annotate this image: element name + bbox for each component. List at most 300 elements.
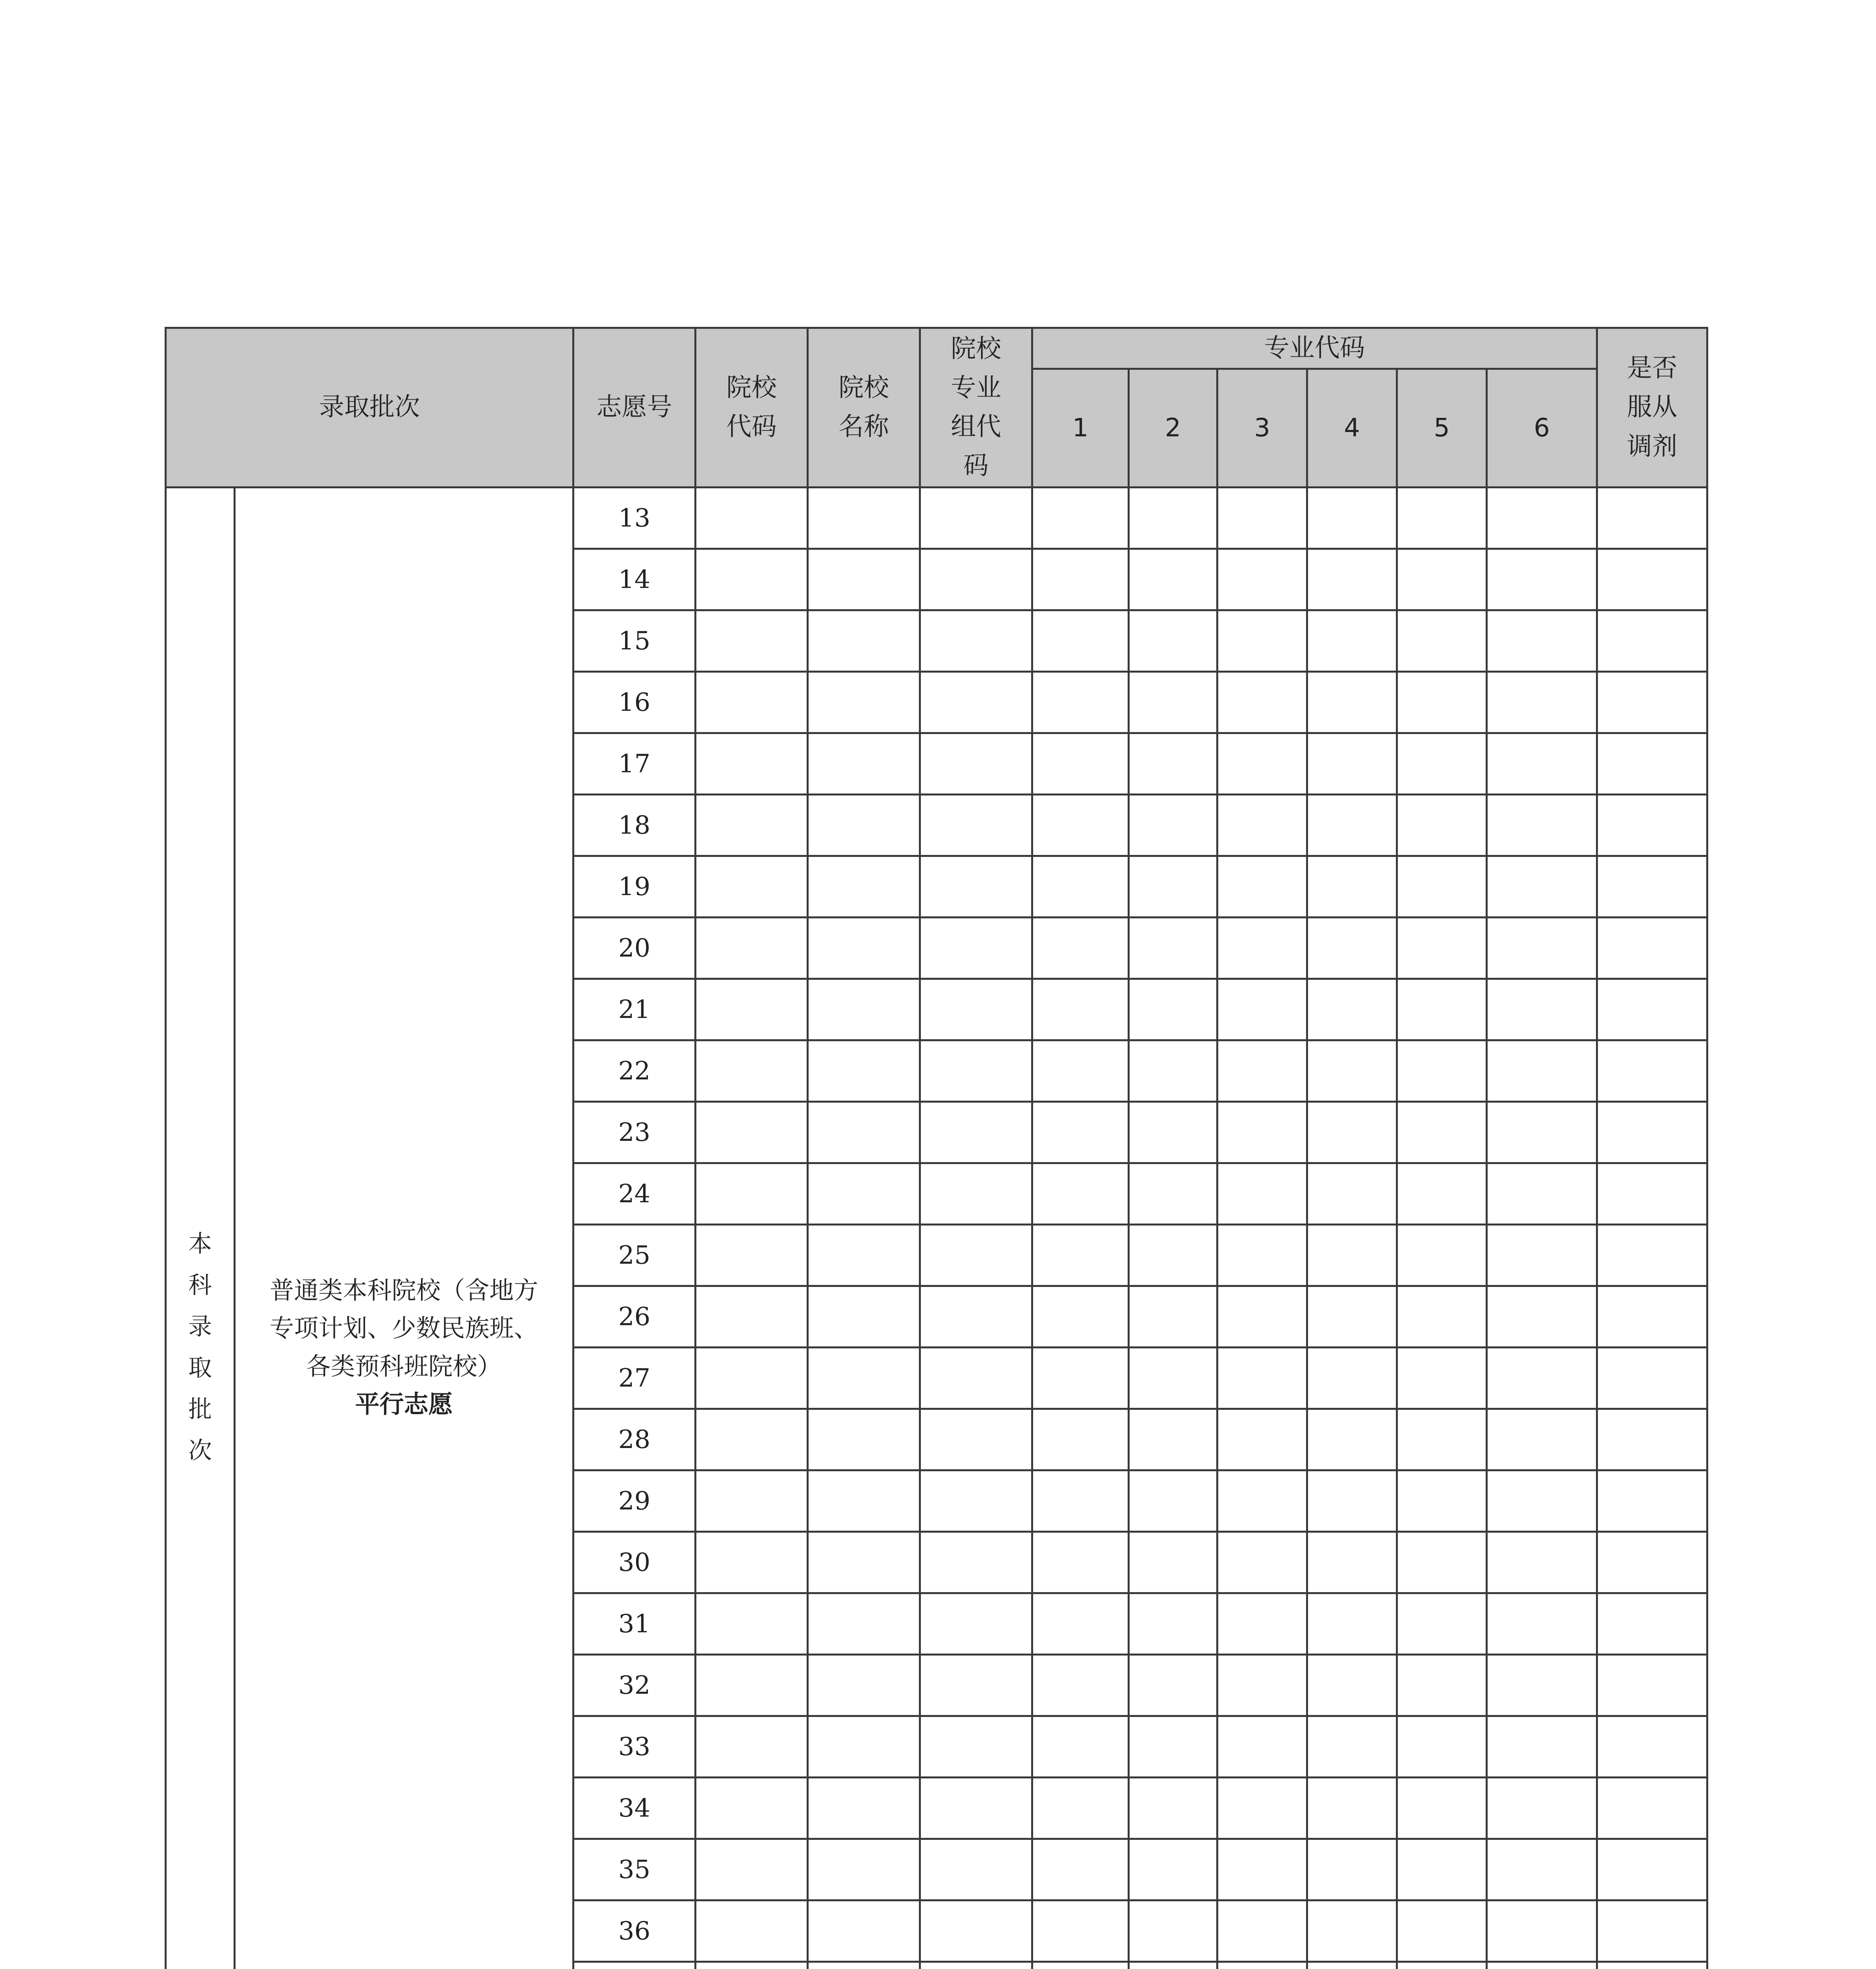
major-code-5-field[interactable] xyxy=(1397,1593,1487,1655)
wish-number: 21 xyxy=(573,979,696,1040)
major-code-4-field[interactable] xyxy=(1307,672,1397,733)
major-code-4-field[interactable] xyxy=(1307,488,1397,549)
major-code-4-field[interactable] xyxy=(1307,1225,1397,1286)
group-code-field[interactable] xyxy=(920,672,1032,733)
school-name-field[interactable] xyxy=(808,1163,920,1225)
major-code-1-field[interactable] xyxy=(1032,610,1129,672)
major-code-2-field[interactable] xyxy=(1129,1716,1217,1778)
header-group-code xyxy=(920,328,1032,488)
school-name-field[interactable] xyxy=(808,918,920,979)
group-code-field[interactable] xyxy=(920,610,1032,672)
group-code-field[interactable] xyxy=(920,1163,1032,1225)
school-code-field[interactable] xyxy=(696,549,808,610)
group-code-field[interactable] xyxy=(920,1962,1032,1969)
group-code-field[interactable] xyxy=(920,856,1032,918)
major-code-2-field[interactable] xyxy=(1129,1163,1217,1225)
major-code-2-field[interactable] xyxy=(1129,918,1217,979)
major-code-2-field[interactable] xyxy=(1129,1409,1217,1470)
wish-number: 25 xyxy=(573,1225,696,1286)
school-code-field[interactable] xyxy=(696,1163,808,1225)
major-code-3-field[interactable] xyxy=(1217,979,1307,1040)
major-code-3-field[interactable] xyxy=(1217,1286,1307,1348)
adjust-field[interactable] xyxy=(1597,1655,1707,1716)
major-code-4-field[interactable] xyxy=(1307,610,1397,672)
school-code-field[interactable] xyxy=(696,1286,808,1348)
major-code-5-field[interactable] xyxy=(1397,918,1487,979)
major-code-1-field[interactable] xyxy=(1032,672,1129,733)
school-name-field[interactable] xyxy=(808,610,920,672)
major-code-3-field[interactable] xyxy=(1217,1655,1307,1716)
batch-label-char: 批 xyxy=(188,1395,212,1423)
adjust-field[interactable] xyxy=(1597,1532,1707,1593)
major-code-2-field[interactable] xyxy=(1129,672,1217,733)
wish-number: 24 xyxy=(573,1163,696,1225)
major-code-5-field[interactable] xyxy=(1397,1532,1487,1593)
major-code-2-field[interactable] xyxy=(1129,488,1217,549)
form-body xyxy=(166,488,1707,1969)
group-code-field[interactable] xyxy=(920,1655,1032,1716)
adjust-field[interactable] xyxy=(1597,1716,1707,1778)
major-code-3-field[interactable] xyxy=(1217,488,1307,549)
school-code-field[interactable] xyxy=(696,1839,808,1900)
major-code-3-field[interactable] xyxy=(1217,1040,1307,1102)
adjust-field[interactable] xyxy=(1597,856,1707,918)
major-code-5-field[interactable] xyxy=(1397,1716,1487,1778)
wish-number: 18 xyxy=(573,795,696,856)
major-code-6-field[interactable] xyxy=(1487,1040,1597,1102)
major-code-6-field[interactable] xyxy=(1487,795,1597,856)
major-code-1-field[interactable] xyxy=(1032,1225,1129,1286)
major-code-6-field[interactable] xyxy=(1487,733,1597,795)
school-name-field[interactable] xyxy=(808,1102,920,1163)
school-code-field[interactable] xyxy=(696,610,808,672)
school-name-field[interactable] xyxy=(808,1040,920,1102)
school-name-field[interactable] xyxy=(808,1593,920,1655)
application-form-table xyxy=(165,327,1708,1969)
school-code-field[interactable] xyxy=(696,1532,808,1593)
h-school-name-line: 名称 xyxy=(839,412,889,441)
school-code-field[interactable] xyxy=(696,1778,808,1839)
category-line: 专项计划、少数民族班、 xyxy=(269,1314,538,1343)
group-code-field[interactable] xyxy=(920,1532,1032,1593)
school-name-field[interactable] xyxy=(808,1962,920,1969)
school-code-field[interactable] xyxy=(696,1040,808,1102)
group-code-field[interactable] xyxy=(920,1716,1032,1778)
major-code-6-field[interactable] xyxy=(1487,610,1597,672)
header-school-code-text xyxy=(696,369,807,447)
group-code-field[interactable] xyxy=(920,1593,1032,1655)
group-code-field[interactable] xyxy=(920,1286,1032,1348)
major-code-4-field[interactable] xyxy=(1307,1040,1397,1102)
school-code-field[interactable] xyxy=(696,1655,808,1716)
group-code-field[interactable] xyxy=(920,1348,1032,1409)
major-code-4-field[interactable] xyxy=(1307,918,1397,979)
major-code-1-field[interactable] xyxy=(1032,1102,1129,1163)
major-code-5-field[interactable] xyxy=(1397,549,1487,610)
school-name-field[interactable] xyxy=(808,672,920,733)
major-code-3-field[interactable] xyxy=(1217,1348,1307,1409)
h-group-code-line: 码 xyxy=(963,451,989,481)
major-code-6-field[interactable] xyxy=(1487,488,1597,549)
major-code-6-field[interactable] xyxy=(1487,1102,1597,1163)
adjust-field[interactable] xyxy=(1597,1900,1707,1962)
major-code-4-field[interactable] xyxy=(1307,979,1397,1040)
school-code-field[interactable] xyxy=(696,672,808,733)
major-code-2-field[interactable] xyxy=(1129,1655,1217,1716)
adjust-field[interactable] xyxy=(1597,610,1707,672)
school-name-field[interactable] xyxy=(808,1225,920,1286)
major-code-2-field[interactable] xyxy=(1129,549,1217,610)
wish-number: 22 xyxy=(573,1040,696,1102)
major-code-1-field[interactable] xyxy=(1032,856,1129,918)
adjust-field[interactable] xyxy=(1597,672,1707,733)
major-code-5-field[interactable] xyxy=(1397,1102,1487,1163)
category-line: 各类预科班院校） xyxy=(306,1352,502,1381)
major-code-5-field[interactable] xyxy=(1397,979,1487,1040)
major-code-5-field[interactable] xyxy=(1397,1348,1487,1409)
adjust-field[interactable] xyxy=(1597,1470,1707,1532)
school-name-field[interactable] xyxy=(808,1839,920,1900)
major-code-4-field[interactable] xyxy=(1307,1286,1397,1348)
group-code-field[interactable] xyxy=(920,1839,1032,1900)
major-code-5-field[interactable] xyxy=(1397,1225,1487,1286)
school-name-field[interactable] xyxy=(808,979,920,1040)
school-code-field[interactable] xyxy=(696,1716,808,1778)
major-code-1-field[interactable] xyxy=(1032,1470,1129,1532)
major-code-6-field[interactable] xyxy=(1487,1348,1597,1409)
header-major-col-1: 1 xyxy=(1032,369,1129,488)
adjust-field[interactable] xyxy=(1597,549,1707,610)
adjust-field[interactable] xyxy=(1597,1102,1707,1163)
major-code-1-field[interactable] xyxy=(1032,1655,1129,1716)
batch-label-char: 取 xyxy=(188,1354,212,1382)
school-name-field[interactable] xyxy=(808,549,920,610)
major-code-5-field[interactable] xyxy=(1397,1962,1487,1969)
major-code-6-field[interactable] xyxy=(1487,1655,1597,1716)
major-code-2-field[interactable] xyxy=(1129,1839,1217,1900)
major-code-6-field[interactable] xyxy=(1487,1962,1597,1969)
major-code-3-field[interactable] xyxy=(1217,610,1307,672)
major-code-5-field[interactable] xyxy=(1397,610,1487,672)
group-code-field[interactable] xyxy=(920,1040,1032,1102)
wish-number: 34 xyxy=(573,1778,696,1839)
group-code-field[interactable] xyxy=(920,1102,1032,1163)
major-code-4-field[interactable] xyxy=(1307,1409,1397,1470)
school-code-field[interactable] xyxy=(696,1470,808,1532)
major-code-3-field[interactable] xyxy=(1217,1716,1307,1778)
school-code-field[interactable] xyxy=(696,1962,808,1969)
adjust-field[interactable] xyxy=(1597,1593,1707,1655)
major-code-5-field[interactable] xyxy=(1397,1163,1487,1225)
major-code-2-field[interactable] xyxy=(1129,1286,1217,1348)
major-code-6-field[interactable] xyxy=(1487,1470,1597,1532)
major-code-6-field[interactable] xyxy=(1487,549,1597,610)
major-code-2-field[interactable] xyxy=(1129,1778,1217,1839)
major-code-6-field[interactable] xyxy=(1487,672,1597,733)
school-name-field[interactable] xyxy=(808,856,920,918)
table-row xyxy=(166,488,1707,549)
major-code-2-field[interactable] xyxy=(1129,733,1217,795)
major-code-4-field[interactable] xyxy=(1307,1470,1397,1532)
major-code-1-field[interactable] xyxy=(1032,1409,1129,1470)
major-code-1-field[interactable] xyxy=(1032,1962,1129,1969)
major-code-2-field[interactable] xyxy=(1129,1040,1217,1102)
batch-label-char: 本 xyxy=(188,1230,212,1258)
school-name-field[interactable] xyxy=(808,1409,920,1470)
school-code-field[interactable] xyxy=(696,918,808,979)
school-code-field[interactable] xyxy=(696,795,808,856)
major-code-4-field[interactable] xyxy=(1307,1348,1397,1409)
header-major-col-5: 5 xyxy=(1397,369,1487,488)
major-code-2-field[interactable] xyxy=(1129,1593,1217,1655)
major-code-3-field[interactable] xyxy=(1217,1778,1307,1839)
group-code-field[interactable] xyxy=(920,1225,1032,1286)
wish-number: 26 xyxy=(573,1286,696,1348)
batch-label xyxy=(166,488,235,1969)
school-code-field[interactable] xyxy=(696,1900,808,1962)
adjust-field[interactable] xyxy=(1597,1839,1707,1900)
major-code-6-field[interactable] xyxy=(1487,1163,1597,1225)
group-code-field[interactable] xyxy=(920,979,1032,1040)
adjust-field[interactable] xyxy=(1597,1163,1707,1225)
group-code-field[interactable] xyxy=(920,549,1032,610)
major-code-1-field[interactable] xyxy=(1032,1532,1129,1593)
major-code-6-field[interactable] xyxy=(1487,918,1597,979)
adjust-field[interactable] xyxy=(1597,1225,1707,1286)
school-code-field[interactable] xyxy=(696,1225,808,1286)
major-code-4-field[interactable] xyxy=(1307,1962,1397,1969)
major-code-1-field[interactable] xyxy=(1032,1900,1129,1962)
adjust-field[interactable] xyxy=(1597,733,1707,795)
major-code-4-field[interactable] xyxy=(1307,1839,1397,1900)
major-code-1-field[interactable] xyxy=(1032,1163,1129,1225)
major-code-6-field[interactable] xyxy=(1487,856,1597,918)
school-name-field[interactable] xyxy=(808,1778,920,1839)
major-code-5-field[interactable] xyxy=(1397,1778,1487,1839)
category-line: 普通类本科院校（含地方 xyxy=(269,1276,538,1305)
major-code-3-field[interactable] xyxy=(1217,1225,1307,1286)
adjust-field[interactable] xyxy=(1597,488,1707,549)
wish-number: 33 xyxy=(573,1716,696,1778)
major-code-3-field[interactable] xyxy=(1217,918,1307,979)
h-group-code-line: 组代 xyxy=(951,412,1001,441)
major-code-3-field[interactable] xyxy=(1217,1900,1307,1962)
wish-number: 23 xyxy=(573,1102,696,1163)
major-code-2-field[interactable] xyxy=(1129,1348,1217,1409)
wish-number: 36 xyxy=(573,1900,696,1962)
header-school-code xyxy=(696,328,808,488)
major-code-4-field[interactable] xyxy=(1307,795,1397,856)
major-code-5-field[interactable] xyxy=(1397,795,1487,856)
header-adjust-text xyxy=(1598,349,1706,466)
school-code-field[interactable] xyxy=(696,1348,808,1409)
school-name-field[interactable] xyxy=(808,795,920,856)
school-name-field[interactable] xyxy=(808,733,920,795)
major-code-2-field[interactable] xyxy=(1129,1962,1217,1969)
major-code-3-field[interactable] xyxy=(1217,1409,1307,1470)
h-adjust-line: 调剂 xyxy=(1627,432,1677,461)
header-adjust xyxy=(1597,328,1707,488)
major-code-3-field[interactable] xyxy=(1217,1532,1307,1593)
wish-number: 29 xyxy=(573,1470,696,1532)
group-code-field[interactable] xyxy=(920,733,1032,795)
school-name-field[interactable] xyxy=(808,1348,920,1409)
major-code-1-field[interactable] xyxy=(1032,1716,1129,1778)
major-code-1-field[interactable] xyxy=(1032,1778,1129,1839)
h-school-name-line: 院校 xyxy=(839,373,889,402)
major-code-6-field[interactable] xyxy=(1487,1409,1597,1470)
major-code-6-field[interactable] xyxy=(1487,1225,1597,1286)
header-school-name xyxy=(808,328,920,488)
adjust-field[interactable] xyxy=(1597,918,1707,979)
major-code-1-field[interactable] xyxy=(1032,1348,1129,1409)
major-code-1-field[interactable] xyxy=(1032,979,1129,1040)
major-code-3-field[interactable] xyxy=(1217,856,1307,918)
wish-number: 31 xyxy=(573,1593,696,1655)
major-code-6-field[interactable] xyxy=(1487,1839,1597,1900)
header-school-name-text xyxy=(809,369,919,447)
adjust-field[interactable] xyxy=(1597,1409,1707,1470)
school-name-field[interactable] xyxy=(808,1655,920,1716)
major-code-2-field[interactable] xyxy=(1129,1470,1217,1532)
major-code-3-field[interactable] xyxy=(1217,1102,1307,1163)
wish-number: 17 xyxy=(573,733,696,795)
school-name-field[interactable] xyxy=(808,488,920,549)
major-code-3-field[interactable] xyxy=(1217,1839,1307,1900)
major-code-3-field[interactable] xyxy=(1217,1163,1307,1225)
group-code-field[interactable] xyxy=(920,488,1032,549)
school-name-field[interactable] xyxy=(808,1900,920,1962)
major-code-5-field[interactable] xyxy=(1397,672,1487,733)
major-code-3-field[interactable] xyxy=(1217,1593,1307,1655)
wish-number: 19 xyxy=(573,856,696,918)
major-code-1-field[interactable] xyxy=(1032,918,1129,979)
major-code-5-field[interactable] xyxy=(1397,1409,1487,1470)
adjust-field[interactable] xyxy=(1597,1040,1707,1102)
major-code-5-field[interactable] xyxy=(1397,856,1487,918)
school-code-field[interactable] xyxy=(696,979,808,1040)
major-code-2-field[interactable] xyxy=(1129,1102,1217,1163)
major-code-4-field[interactable] xyxy=(1307,1655,1397,1716)
major-code-2-field[interactable] xyxy=(1129,1225,1217,1286)
major-code-3-field[interactable] xyxy=(1217,733,1307,795)
major-code-1-field[interactable] xyxy=(1032,1040,1129,1102)
major-code-2-field[interactable] xyxy=(1129,979,1217,1040)
wish-number: 13 xyxy=(573,488,696,549)
major-code-6-field[interactable] xyxy=(1487,1532,1597,1593)
major-code-5-field[interactable] xyxy=(1397,1470,1487,1532)
major-code-5-field[interactable] xyxy=(1397,1839,1487,1900)
school-code-field[interactable] xyxy=(696,856,808,918)
group-code-field[interactable] xyxy=(920,1778,1032,1839)
school-code-field[interactable] xyxy=(696,1409,808,1470)
school-name-field[interactable] xyxy=(808,1470,920,1532)
group-code-field[interactable] xyxy=(920,795,1032,856)
major-code-1-field[interactable] xyxy=(1032,1286,1129,1348)
major-code-3-field[interactable] xyxy=(1217,549,1307,610)
major-code-4-field[interactable] xyxy=(1307,1163,1397,1225)
school-code-field[interactable] xyxy=(696,1102,808,1163)
adjust-field[interactable] xyxy=(1597,1348,1707,1409)
major-code-6-field[interactable] xyxy=(1487,1778,1597,1839)
major-code-4-field[interactable] xyxy=(1307,1778,1397,1839)
group-code-field[interactable] xyxy=(920,1470,1032,1532)
major-code-2-field[interactable] xyxy=(1129,1532,1217,1593)
major-code-3-field[interactable] xyxy=(1217,795,1307,856)
major-code-1-field[interactable] xyxy=(1032,733,1129,795)
major-code-5-field[interactable] xyxy=(1397,733,1487,795)
school-code-field[interactable] xyxy=(696,1593,808,1655)
h-school-code-line: 代码 xyxy=(726,412,777,441)
major-code-4-field[interactable] xyxy=(1307,1102,1397,1163)
adjust-field[interactable] xyxy=(1597,1778,1707,1839)
major-code-5-field[interactable] xyxy=(1397,1286,1487,1348)
group-code-field[interactable] xyxy=(920,1409,1032,1470)
major-code-4-field[interactable] xyxy=(1307,733,1397,795)
major-code-5-field[interactable] xyxy=(1397,1655,1487,1716)
major-code-4-field[interactable] xyxy=(1307,856,1397,918)
major-code-3-field[interactable] xyxy=(1217,1962,1307,1969)
major-code-4-field[interactable] xyxy=(1307,1716,1397,1778)
major-code-2-field[interactable] xyxy=(1129,610,1217,672)
major-code-5-field[interactable] xyxy=(1397,1040,1487,1102)
major-code-1-field[interactable] xyxy=(1032,1839,1129,1900)
h-group-code-line: 院校 xyxy=(951,334,1001,363)
major-code-4-field[interactable] xyxy=(1307,1532,1397,1593)
major-code-6-field[interactable] xyxy=(1487,1286,1597,1348)
major-code-4-field[interactable] xyxy=(1307,1900,1397,1962)
major-code-6-field[interactable] xyxy=(1487,1716,1597,1778)
wish-number xyxy=(573,1962,696,1969)
major-code-2-field[interactable] xyxy=(1129,795,1217,856)
major-code-6-field[interactable] xyxy=(1487,1900,1597,1962)
major-code-4-field[interactable] xyxy=(1307,549,1397,610)
major-code-2-field[interactable] xyxy=(1129,856,1217,918)
h-adjust-line: 服从 xyxy=(1627,393,1677,422)
school-code-field[interactable] xyxy=(696,733,808,795)
major-code-5-field[interactable] xyxy=(1397,1900,1487,1962)
adjust-field[interactable] xyxy=(1597,979,1707,1040)
adjust-field[interactable] xyxy=(1597,1962,1707,1969)
school-name-field[interactable] xyxy=(808,1286,920,1348)
school-name-field[interactable] xyxy=(808,1716,920,1778)
major-code-1-field[interactable] xyxy=(1032,795,1129,856)
major-code-1-field[interactable] xyxy=(1032,1593,1129,1655)
batch-label-char: 科 xyxy=(188,1271,212,1299)
major-code-3-field[interactable] xyxy=(1217,1470,1307,1532)
adjust-field[interactable] xyxy=(1597,1286,1707,1348)
major-code-3-field[interactable] xyxy=(1217,672,1307,733)
major-code-1-field[interactable] xyxy=(1032,549,1129,610)
wish-number: 32 xyxy=(573,1655,696,1716)
wish-number: 16 xyxy=(573,672,696,733)
major-code-4-field[interactable] xyxy=(1307,1593,1397,1655)
adjust-field[interactable] xyxy=(1597,795,1707,856)
group-code-field[interactable] xyxy=(920,918,1032,979)
h-school-code-line: 院校 xyxy=(726,373,777,402)
major-code-1-field[interactable] xyxy=(1032,488,1129,549)
major-code-5-field[interactable] xyxy=(1397,488,1487,549)
school-code-field[interactable] xyxy=(696,488,808,549)
category-cell xyxy=(235,488,573,1969)
major-code-6-field[interactable] xyxy=(1487,1593,1597,1655)
school-name-field[interactable] xyxy=(808,1532,920,1593)
major-code-6-field[interactable] xyxy=(1487,979,1597,1040)
header-batch: 录取批次 xyxy=(166,328,573,488)
wish-number: 27 xyxy=(573,1348,696,1409)
group-code-field[interactable] xyxy=(920,1900,1032,1962)
major-code-2-field[interactable] xyxy=(1129,1900,1217,1962)
